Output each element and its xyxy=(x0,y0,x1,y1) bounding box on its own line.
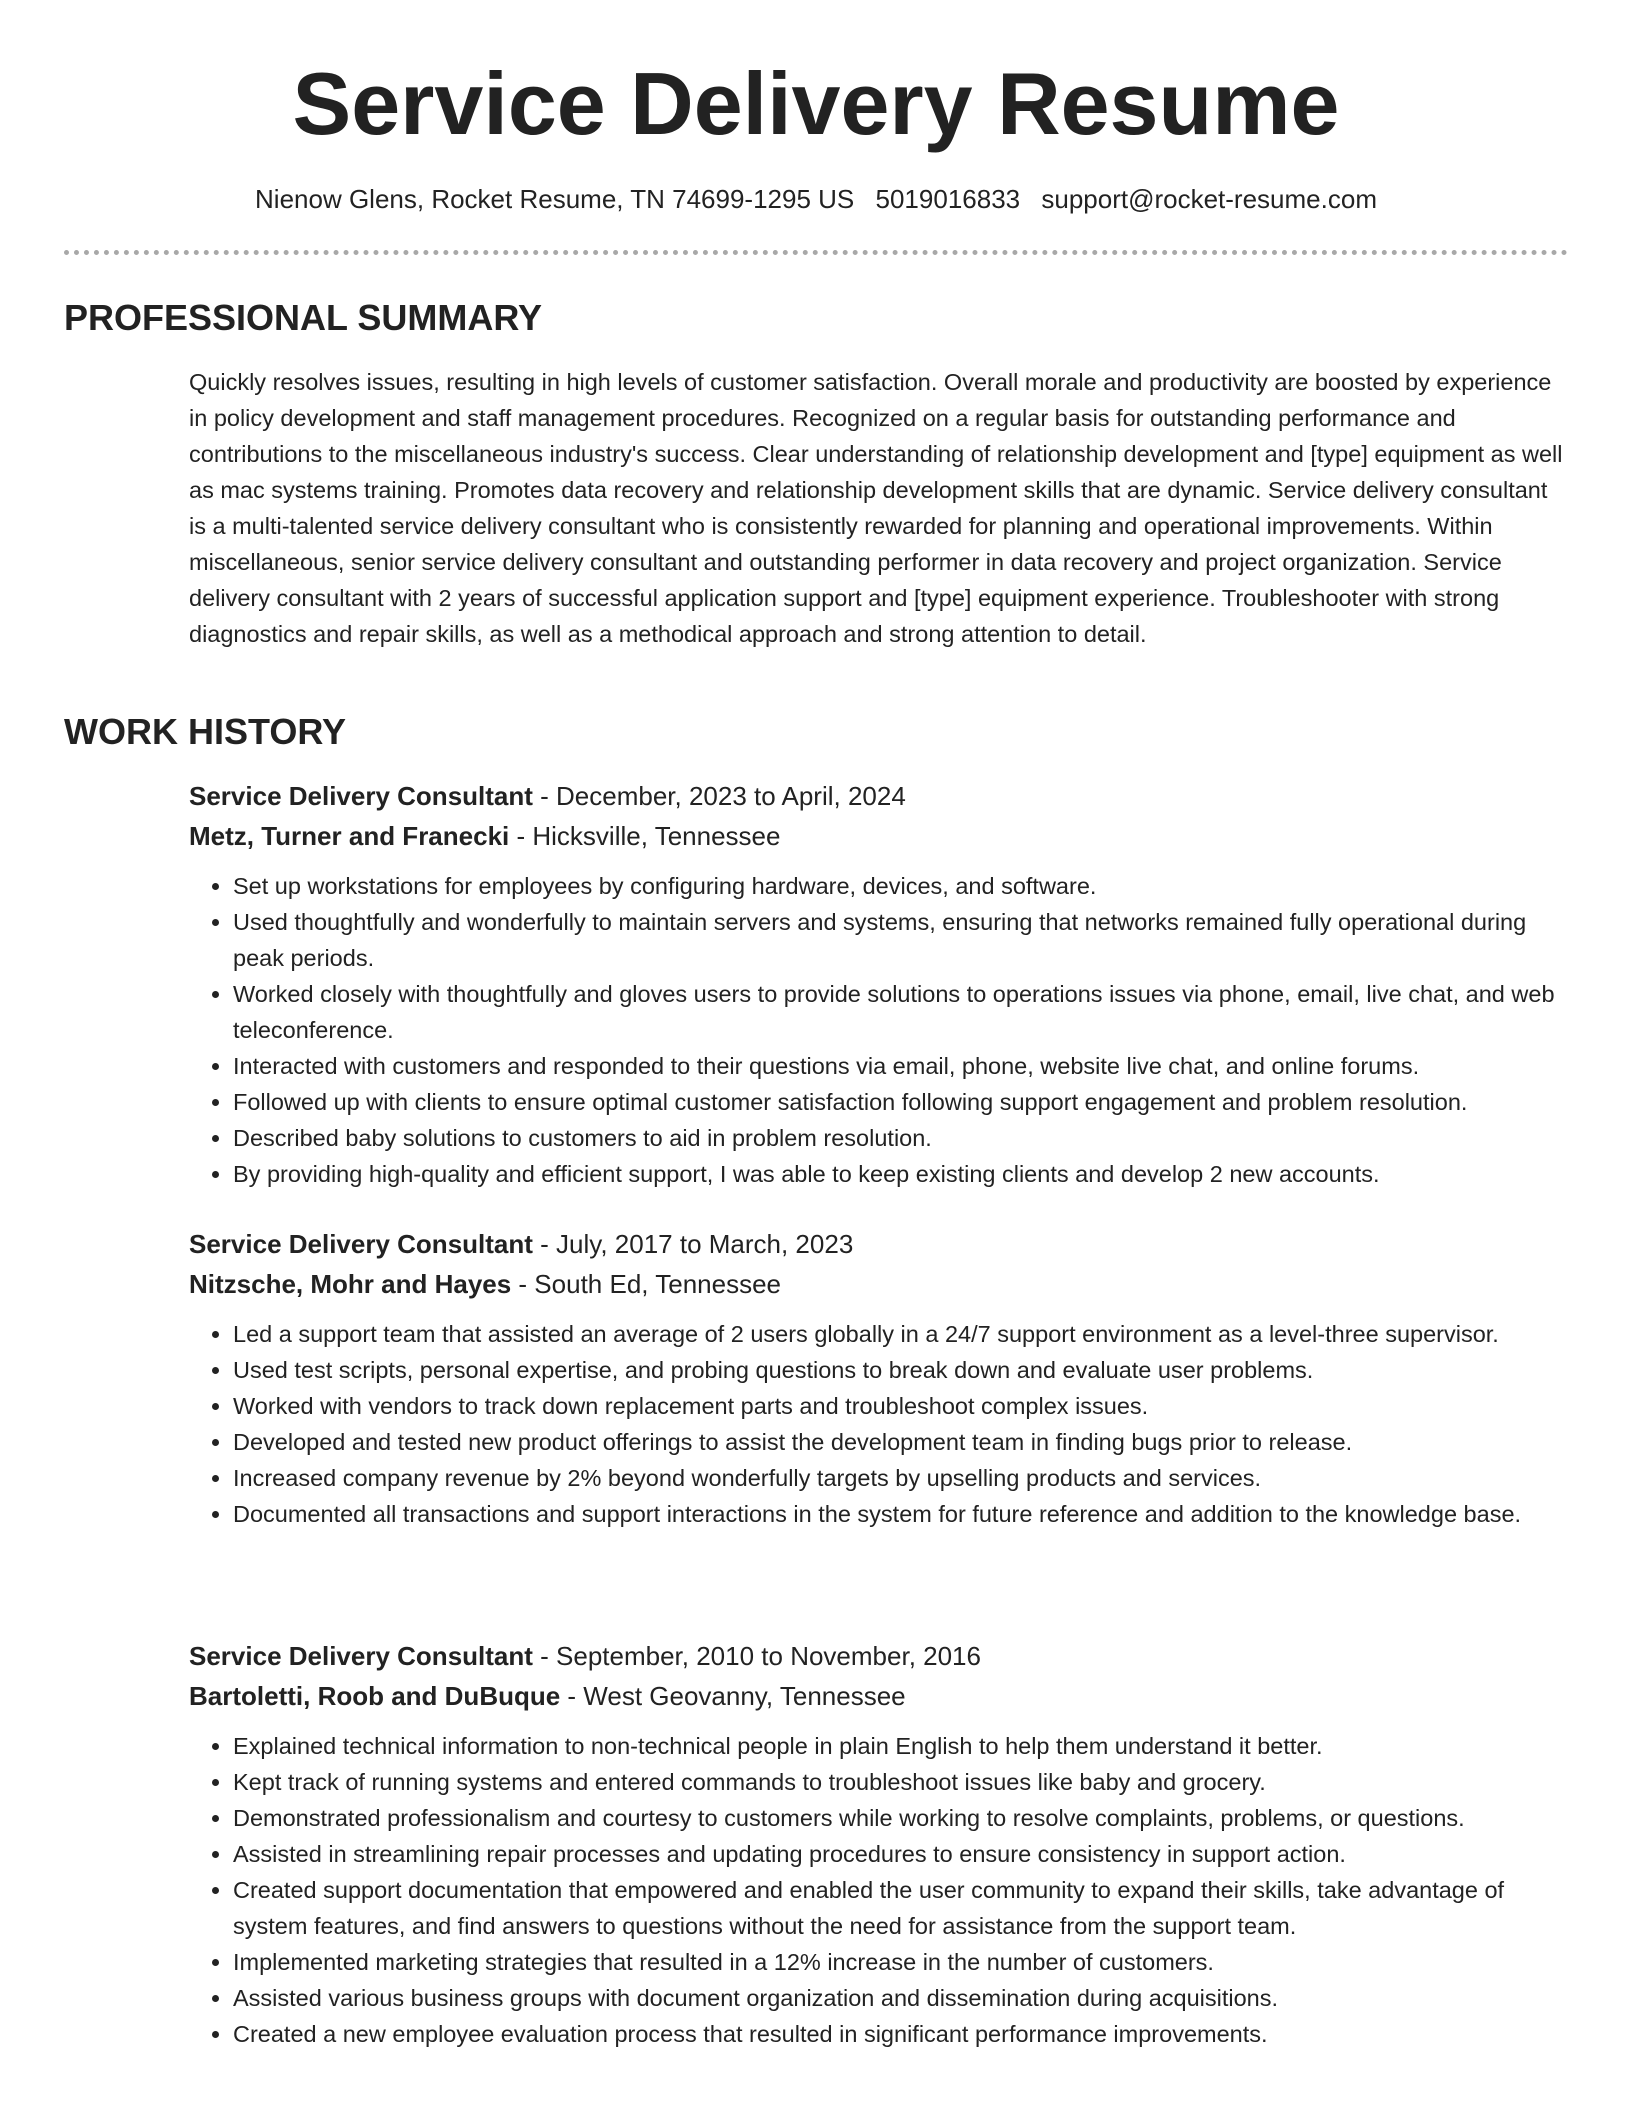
job-title: Service Delivery Consultant xyxy=(189,1641,533,1671)
job-bullets xyxy=(189,1728,1569,2052)
summary-heading: PROFESSIONAL SUMMARY xyxy=(64,297,543,338)
job-company-line xyxy=(189,1264,1569,1304)
job-company: Nitzsche, Mohr and Hayes xyxy=(189,1269,512,1299)
job-title: Service Delivery Consultant xyxy=(189,781,533,811)
job-entry xyxy=(189,1224,1569,1532)
job-bullets xyxy=(189,868,1569,1192)
job-bullet: • Worked closely with thoughtfully and gloves users to provide solutions to operations issues via phone, email, live chat, and web teleconference. xyxy=(233,976,1569,1048)
job-company: Metz, Turner and Franecki xyxy=(189,821,510,851)
job-company-line xyxy=(189,816,1569,856)
job-location: - West Geovanny, Tennessee xyxy=(560,1681,906,1711)
job-bullet: • Described baby solutions to customers to aid in problem resolution. xyxy=(233,1120,1569,1156)
job-title-line xyxy=(189,776,1569,816)
job-bullet: • Followed up with clients to ensure optimal customer satisfaction following support engagement and problem resolution. xyxy=(233,1084,1569,1120)
work-history-heading: WORK HISTORY xyxy=(64,711,347,752)
job-entry xyxy=(189,1636,1569,2052)
job-dates: - July, 2017 to March, 2023 xyxy=(532,1229,854,1259)
job-bullet: • Interacted with customers and responded to their questions via email, phone, website live chat, and online forums. xyxy=(233,1048,1569,1084)
job-bullet: • Demonstrated professionalism and courtesy to customers while working to resolve complaints, problems, or questions. xyxy=(233,1800,1569,1836)
job-dates: - December, 2023 to April, 2024 xyxy=(532,781,906,811)
job-bullet: • Developed and tested new product offerings to assist the development team in finding bugs prior to release. xyxy=(233,1424,1569,1460)
job-bullet: • Led a support team that assisted an average of 2 users globally in a 24/7 support environment as a level-three supervisor. xyxy=(233,1316,1569,1352)
job-dates: - September, 2010 to November, 2016 xyxy=(532,1641,981,1671)
job-bullet: • Created support documentation that empowered and enabled the user community to expand their skills, take advantage of system features, and find answers to questions without the need for assistance from the support team. xyxy=(233,1872,1569,1944)
job-bullet: • Assisted various business groups with document organization and dissemination during acquisitions. xyxy=(233,1980,1569,2016)
job-bullet: • Kept track of running systems and entered commands to troubleshoot issues like baby and grocery. xyxy=(233,1764,1569,1800)
job-bullet: • Documented all transactions and support interactions in the system for future reference and addition to the knowledge base. xyxy=(233,1496,1569,1532)
job-location: - South Ed, Tennessee xyxy=(511,1269,782,1299)
job-location: - Hicksville, Tennessee xyxy=(509,821,781,851)
contact-email: support@rocket-resume.com xyxy=(1041,184,1377,214)
job-company-line xyxy=(189,1676,1569,1716)
job-bullet: • Assisted in streamlining repair processes and updating procedures to ensure consistency in support action. xyxy=(233,1836,1569,1872)
job-bullet: • Increased company revenue by 2% beyond wonderfully targets by upselling products and services. xyxy=(233,1460,1569,1496)
job-bullets xyxy=(189,1316,1569,1532)
job-bullet: • Implemented marketing strategies that resulted in a 12% increase in the number of customers. xyxy=(233,1944,1569,1980)
job-entry xyxy=(189,776,1569,1192)
summary-text: Quickly resolves issues, resulting in high levels of customer satisfaction. Overall morale and productivity are boosted by experience in policy development and staff management procedures. Recognized on a regular basis for outstanding performance and contributions to the miscellaneous industry's success. Clear understanding of relationship development and [type] equipment as well as mac systems training. Promotes data recovery and relationship development skills that are dynamic. Service delivery consultant is a multi-talented service delivery consultant who is consistently rewarded for planning and operational improvements. Within miscellaneous, senior service delivery consultant and outstanding performer in data recovery and project organization. Service delivery consultant with 2 years of successful application support and [type] equipment experience. Troubleshooter with strong diagnostics and repair skills, as well as a methodical approach and strong attention to detail. xyxy=(189,369,1563,647)
job-bullet: • By providing high-quality and efficient support, I was able to keep existing clients and develop 2 new accounts. xyxy=(233,1156,1569,1192)
job-bullet: • Set up workstations for employees by configuring hardware, devices, and software. xyxy=(233,868,1569,904)
header-divider xyxy=(64,250,1568,255)
job-bullet: • Created a new employee evaluation process that resulted in significant performance improvements. xyxy=(233,2016,1569,2052)
job-bullet: • Worked with vendors to track down replacement parts and troubleshoot complex issues. xyxy=(233,1388,1569,1424)
contact-info xyxy=(0,180,1632,218)
page-title: Service Delivery Resume xyxy=(292,54,1340,153)
job-title-line xyxy=(189,1224,1569,1264)
job-bullet: • Used thoughtfully and wonderfully to maintain servers and systems, ensuring that networks remained fully operational during peak periods. xyxy=(233,904,1569,976)
job-company: Bartoletti, Roob and DuBuque xyxy=(189,1681,561,1711)
job-title: Service Delivery Consultant xyxy=(189,1229,533,1259)
job-bullet: • Explained technical information to non-technical people in plain English to help them understand it better. xyxy=(233,1728,1569,1764)
contact-phone: 5019016833 xyxy=(875,184,1021,214)
job-bullet: • Used test scripts, personal expertise, and probing questions to break down and evaluate user problems. xyxy=(233,1352,1569,1388)
job-title-line xyxy=(189,1636,1569,1676)
contact-address: Nienow Glens, Rocket Resume, TN 74699-1295 US xyxy=(255,184,855,214)
